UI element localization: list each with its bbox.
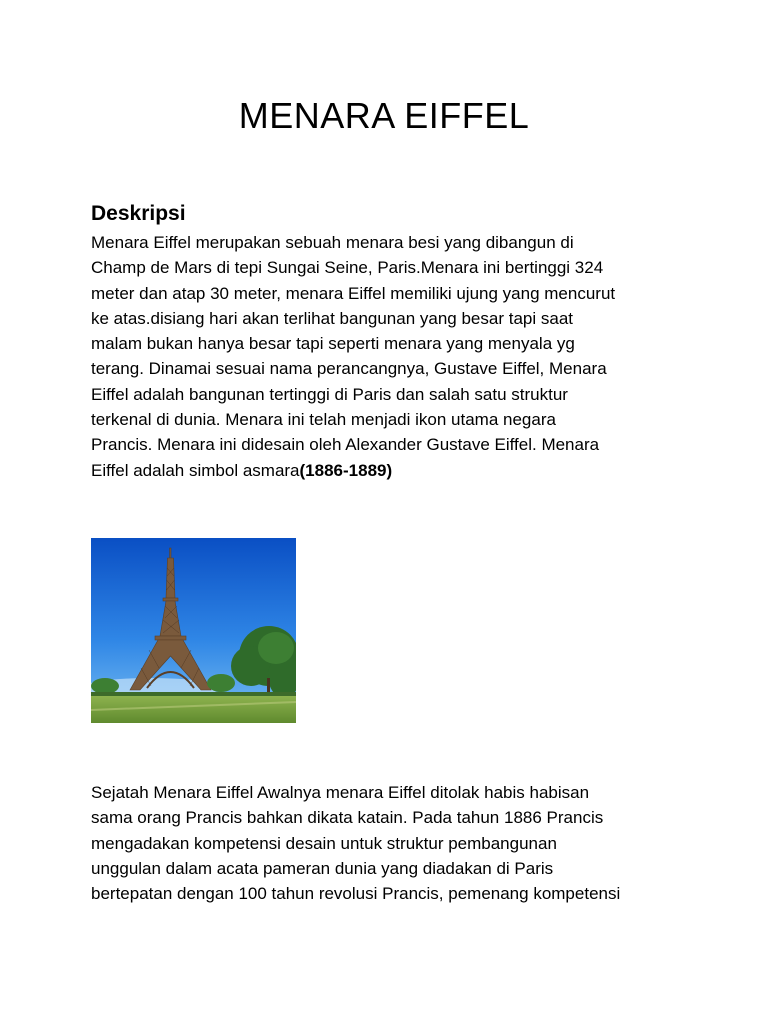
- description-line: terkenal di dunia. Menara ini telah menjadi ikon utama negara: [91, 410, 556, 430]
- description-last-text: Eiffel adalah simbol asmara: [91, 460, 300, 480]
- description-line: Eiffel adalah bangunan tertinggi di Paris dan salah satu struktur: [91, 384, 568, 404]
- history-line: unggulan dalam acata pameran dunia yang diadakan di Paris: [91, 858, 554, 878]
- description-line: terang. Dinamai sesuai nama perancangnya, Gustave Eiffel, Menara: [91, 359, 607, 379]
- history-line: bertepatan dengan 100 tahun revolusi Prancis, pemenang kompetensi: [91, 884, 621, 904]
- description-line: Menara Eiffel merupakan sebuah menara besi yang dibangun di: [91, 233, 574, 252]
- description-line: meter dan atap 30 meter, menara Eiffel memiliki ujung yang mencurut: [91, 283, 616, 303]
- eiffel-tower-photo: [91, 538, 296, 723]
- description-line: Champ de Mars di tepi Sungai Seine, Paris.Menara ini bertinggi 324: [91, 258, 604, 278]
- section-heading: Deskripsi: [91, 202, 186, 225]
- description-paragraph: [91, 230, 691, 483]
- history-line: mengadakan kompetensi desain untuk struktur pembangunan: [91, 833, 557, 853]
- history-paragraph: [91, 780, 691, 906]
- description-line: ke atas.disiang hari akan terlihat bangunan yang besar tapi saat: [91, 308, 573, 328]
- year-range: (1886-1889): [299, 460, 393, 480]
- document-title: MENARA EIFFEL: [238, 95, 530, 136]
- history-line: sama orang Prancis bahkan dikata katain. Pada tahun 1886 Prancis: [91, 808, 604, 828]
- description-line: Prancis. Menara ini didesain oleh Alexander Gustave Eiffel. Menara: [91, 435, 600, 455]
- history-line: Sejatah Menara Eiffel Awalnya menara Eiffel ditolak habis habisan: [91, 783, 590, 802]
- description-line: malam bukan hanya besar tapi seperti menara yang menyala yg: [91, 334, 575, 354]
- description-last-line: [91, 458, 691, 483]
